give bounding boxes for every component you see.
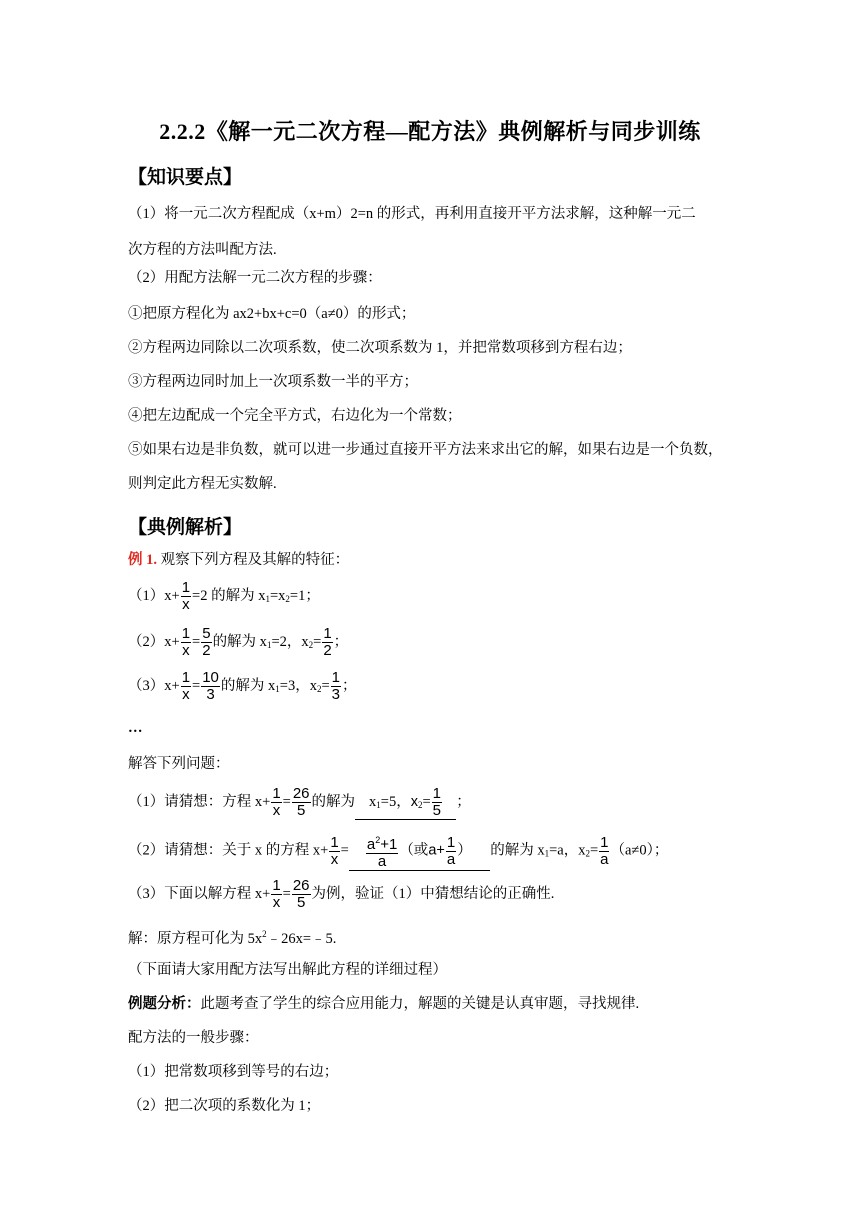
eq-text: = — [340, 842, 349, 859]
fraction — [366, 832, 398, 870]
numerator: 5 — [202, 625, 211, 642]
numerator: 26 — [292, 877, 310, 894]
analysis-line — [128, 994, 639, 1014]
fraction — [181, 670, 191, 703]
eq-text: 的解为 x — [220, 677, 276, 694]
step-2: ②方程两边同除以二次项系数，使二次项系数为 1，并把常数项移到方程右边； — [128, 340, 632, 356]
fraction — [201, 670, 220, 703]
fraction — [599, 835, 609, 868]
general-step-2: （2）把二次项的系数化为 1； — [128, 1098, 321, 1114]
equation-1 — [128, 580, 320, 613]
subscript: 2 — [316, 683, 322, 694]
eq-prefix: （1）x+ — [128, 587, 180, 604]
step-1: ①把原方程化为 ax2+bx+c=0（a≠0）的形式； — [128, 306, 416, 322]
fraction — [432, 786, 442, 819]
eq-text: = — [192, 677, 201, 694]
eq-prefix: （3）x+ — [128, 677, 180, 694]
denominator: x — [182, 596, 190, 613]
fraction — [201, 626, 211, 659]
eq-prefix: （2）请猜想：关于 x 的方程 x+ — [128, 842, 329, 859]
fraction — [331, 670, 341, 703]
numerator: 1 — [323, 625, 332, 642]
numerator-base: a — [366, 836, 376, 853]
numerator: 1 — [331, 669, 340, 686]
eq-text: = — [589, 842, 599, 859]
denominator: 5 — [432, 802, 441, 819]
fraction — [292, 786, 311, 819]
fraction — [271, 786, 281, 819]
question-intro: 解答下列问题： — [128, 756, 230, 772]
numerator — [366, 832, 398, 854]
denominator: a — [446, 850, 456, 868]
eq-prefix: （3）下面以解方程 x+ — [128, 885, 271, 902]
example-intro-text: 观察下列方程及其解的特征： — [160, 552, 350, 568]
denominator: 3 — [331, 686, 340, 703]
page-title: 2.2.2《解一元二次方程—配方法》典例解析与同步训练 — [159, 119, 701, 144]
eq-prefix: （2）x+ — [128, 633, 180, 650]
subscript: 1 — [376, 799, 381, 810]
eq-text: = — [321, 677, 330, 694]
point-1-line-a: （1）将一元二次方程配成（x+m）2=n 的形式，再利用直接开平方法求解，这种解一元二 — [128, 206, 696, 222]
general-step-1: （1）把常数项移到等号的右边； — [128, 1064, 339, 1080]
analysis-label: 例题分析： — [128, 996, 201, 1012]
denominator: x — [272, 894, 281, 911]
eq-text: =3，x — [279, 677, 317, 694]
eq-text: ； — [342, 677, 357, 694]
eq-text: =2 的解为 x — [192, 587, 266, 604]
steps-title: 配方法的一般步骤： — [128, 1030, 259, 1046]
numerator: 1 — [181, 669, 191, 686]
eq-text: = — [313, 633, 322, 650]
denominator: a — [600, 850, 609, 868]
fraction — [292, 878, 311, 911]
numerator-tail: +1 — [380, 836, 398, 853]
solution-text: ﹣26x=﹣5. — [266, 930, 337, 947]
answer-text: x — [369, 793, 377, 810]
eq-text: 的解为 x — [490, 842, 545, 859]
denominator: x — [272, 802, 281, 819]
step-5-line-b: 则判定此方程无实数解. — [128, 476, 277, 492]
eq-text: =x — [269, 587, 286, 604]
equation-3 — [128, 670, 357, 703]
fraction — [322, 626, 332, 659]
question-2 — [128, 832, 668, 871]
eq-text: ； — [456, 793, 471, 810]
eq-text: = — [282, 885, 291, 902]
eq-text: 为例，验证（1）中猜想结论的正确性. — [311, 885, 555, 902]
subscript: 2 — [585, 848, 590, 859]
numerator: 26 — [292, 785, 310, 802]
step-5-line-a: ⑤如果右边是非负数，就可以进一步通过直接开平方法来求出它的解，如果右边是一个负数， — [128, 442, 723, 458]
analysis-text: 此题考查了学生的综合应用能力，解题的关键是认真审题，寻找规律. — [200, 996, 640, 1012]
eq-text: =a，x — [549, 842, 586, 859]
denominator: 3 — [206, 686, 215, 703]
answer-text: =5， — [380, 793, 411, 810]
numerator: 1 — [446, 833, 456, 851]
denominator: 5 — [297, 894, 306, 911]
denominator: 2 — [202, 642, 211, 659]
eq-text: 的解为 x — [212, 633, 267, 650]
fraction — [329, 835, 339, 868]
eq-text: =1； — [289, 587, 320, 604]
answer-blank-1 — [355, 786, 456, 820]
fraction — [181, 626, 191, 659]
numerator: 1 — [181, 625, 191, 642]
numerator: 1 — [600, 833, 609, 851]
numerator: 1 — [272, 877, 281, 894]
subscript: 1 — [275, 683, 280, 694]
eq-text: = — [192, 633, 201, 650]
solution-note: （下面请大家用配方法写出解此方程的详细过程） — [128, 962, 447, 978]
fraction — [181, 580, 191, 613]
numerator: 1 — [181, 579, 191, 596]
point-1-line-b: 次方程的方法叫配方法. — [128, 242, 277, 258]
section-heading-knowledge: 【知识要点】 — [128, 167, 243, 188]
eq-text: ； — [333, 633, 349, 650]
fraction — [271, 878, 281, 911]
numerator: 1 — [432, 785, 441, 802]
equation-2 — [128, 626, 348, 659]
denominator: 2 — [323, 642, 332, 659]
subscript: 1 — [265, 593, 270, 604]
ellipsis: … — [128, 720, 143, 736]
eq-text: （a≠0）； — [610, 842, 669, 859]
superscript: 2 — [375, 835, 381, 845]
eq-text: =2，x — [271, 633, 309, 650]
eq-text: （或 — [399, 842, 429, 859]
numerator: 10 — [202, 669, 219, 686]
numerator: 1 — [272, 785, 281, 802]
question-1 — [128, 786, 471, 820]
subscript: 2 — [417, 799, 423, 810]
eq-text: = — [282, 793, 291, 810]
eq-text: 的解为 — [311, 793, 356, 810]
section-heading-examples: 【典例解析】 — [128, 517, 243, 538]
denominator: a — [377, 853, 387, 870]
denominator: x — [182, 642, 190, 659]
answer-blank-2 — [349, 832, 490, 871]
superscript: 2 — [262, 929, 267, 939]
point-2: （2）用配方法解一元二次方程的步骤： — [128, 270, 382, 286]
denominator: x — [330, 850, 339, 868]
denominator: 5 — [297, 802, 306, 819]
subscript: 2 — [285, 593, 290, 604]
fraction — [446, 835, 456, 868]
subscript: 2 — [308, 639, 314, 650]
solution-text: 解：原方程可化为 5x — [128, 930, 263, 947]
example-1-intro — [128, 550, 349, 570]
solution-line — [128, 924, 336, 949]
question-3 — [128, 878, 554, 911]
subscript: 1 — [266, 639, 272, 650]
eq-text: ） — [457, 842, 472, 859]
answer-text: x — [410, 793, 418, 810]
answer-text: = — [422, 793, 431, 810]
numerator: 1 — [330, 833, 339, 851]
step-4: ④把左边配成一个完全平方式，右边化为一个常数； — [128, 408, 462, 424]
eq-text: a+ — [428, 842, 445, 859]
subscript: 1 — [544, 848, 550, 859]
denominator: x — [182, 686, 190, 703]
eq-prefix: （1）请猜想：方程 x+ — [128, 793, 271, 810]
example-label: 例 1. — [128, 552, 157, 568]
step-3: ③方程两边同时加上一次项系数一半的平方； — [128, 374, 418, 390]
